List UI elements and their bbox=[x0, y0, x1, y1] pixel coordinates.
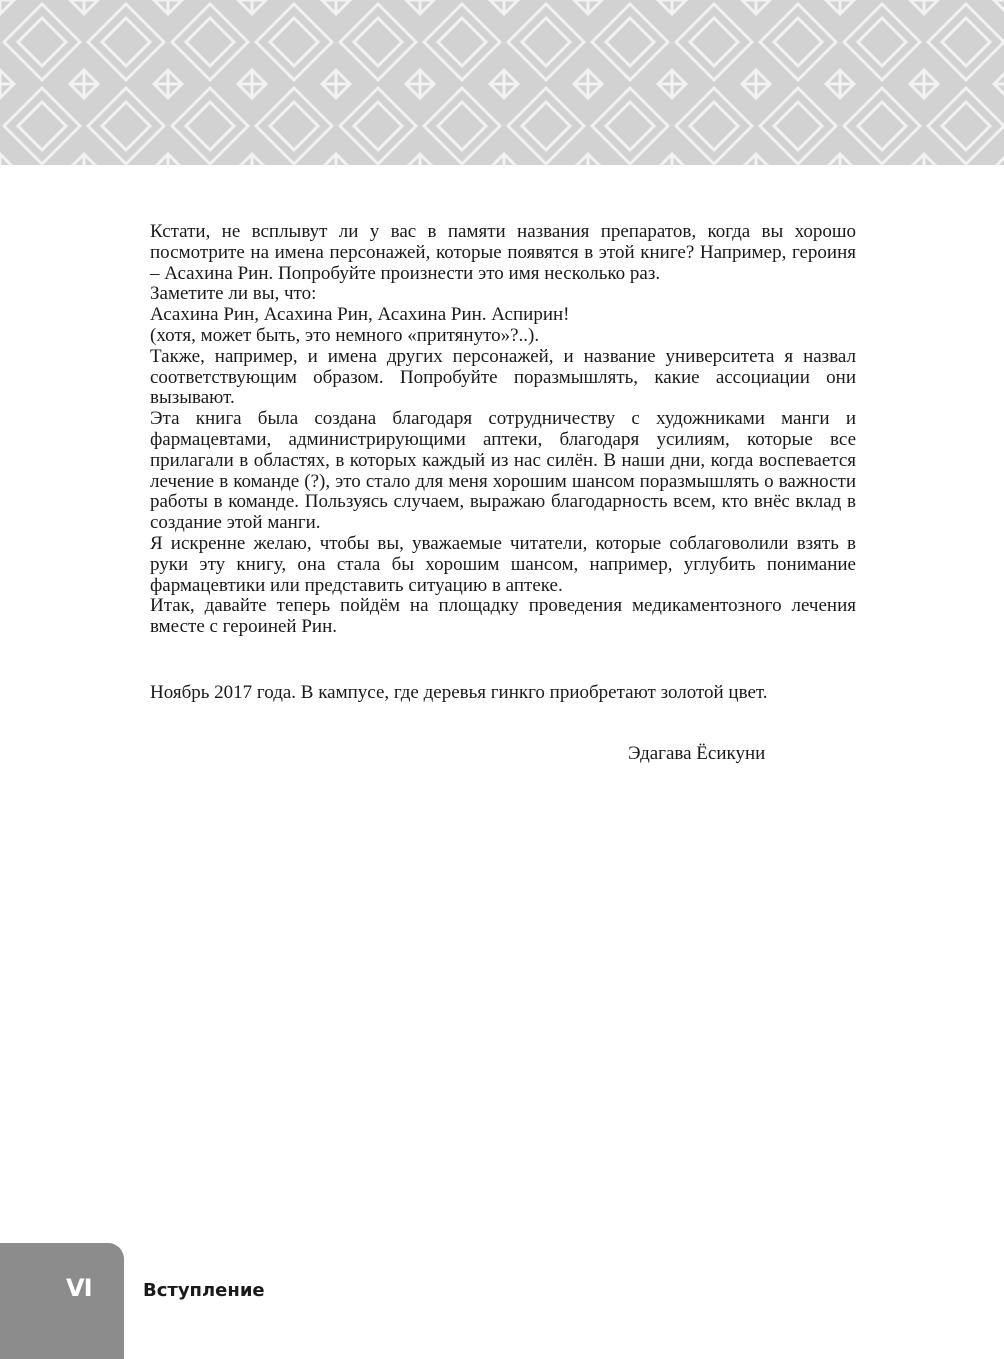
decorative-header-pattern bbox=[0, 0, 1004, 165]
paragraph-text: Я искренне желаю, чтобы вы, уважаемые читатели, которые соблаговолили взять в руки эту книгу, она стала бы хорошим шансом, например, углубить понимание фармацевтики или представить ситуацию в аптеке. bbox=[150, 532, 856, 596]
paragraph-text: Асахина Рин, Асахина Рин, Асахина Рин. Аспирин! bbox=[150, 304, 570, 326]
paragraph bbox=[150, 222, 856, 284]
paragraph bbox=[150, 347, 856, 409]
body-text bbox=[150, 222, 856, 638]
paragraph-text: Заметите ли вы, что: bbox=[150, 283, 317, 305]
date-line: Ноябрь 2017 года. В кампусе, где деревья гинкго приобретают золотой цвет. bbox=[150, 682, 768, 703]
paragraph bbox=[150, 284, 856, 305]
paragraph bbox=[150, 326, 856, 347]
running-section-title: Вступление bbox=[143, 1280, 265, 1301]
paragraph-text: Эта книга была создана благодаря сотрудничеству с художниками манги и фармацевтами, администрирующими аптеки, благодаря усилиям, которые все прилагали в областях, в которых каждый из нас силён. В наши дни, когда воспевается лечение в команде (?), это стало для меня хорошим шансом поразмышлять о важности работы в команде. Пользуясь случаем, выражаю благодарность всем, кто внёс вклад в создание этой манги. bbox=[150, 408, 856, 534]
paragraph bbox=[150, 596, 856, 638]
paragraph bbox=[150, 305, 856, 326]
paragraph-text: Итак, давайте теперь пойдём на площадку проведения медикаментозного лечения вместе с героиней Рин. bbox=[150, 595, 856, 638]
author-signature: Эдагава Ёсикуни bbox=[628, 743, 766, 764]
paragraph bbox=[150, 534, 856, 596]
paragraph bbox=[150, 409, 856, 534]
page-number-tab bbox=[0, 1243, 124, 1359]
paragraph-text: Кстати, не всплывут ли у вас в памяти названия препаратов, когда вы хорошо посмотрите на имена персонажей, которые появятся в этой книге? Например, героиня – Асахина Рин. Попробуйте произнести это имя несколько раз. bbox=[150, 221, 856, 284]
paragraph-text: (хотя, может быть, это немного «притянуто»?..). bbox=[150, 324, 540, 346]
page-number: VI bbox=[66, 1274, 92, 1302]
paragraph-text: Также, например, и имена других персонажей, и название университета я назвал соответствующим образом. Попробуйте поразмышлять, какие ассоциации они вызывают. bbox=[150, 345, 856, 409]
